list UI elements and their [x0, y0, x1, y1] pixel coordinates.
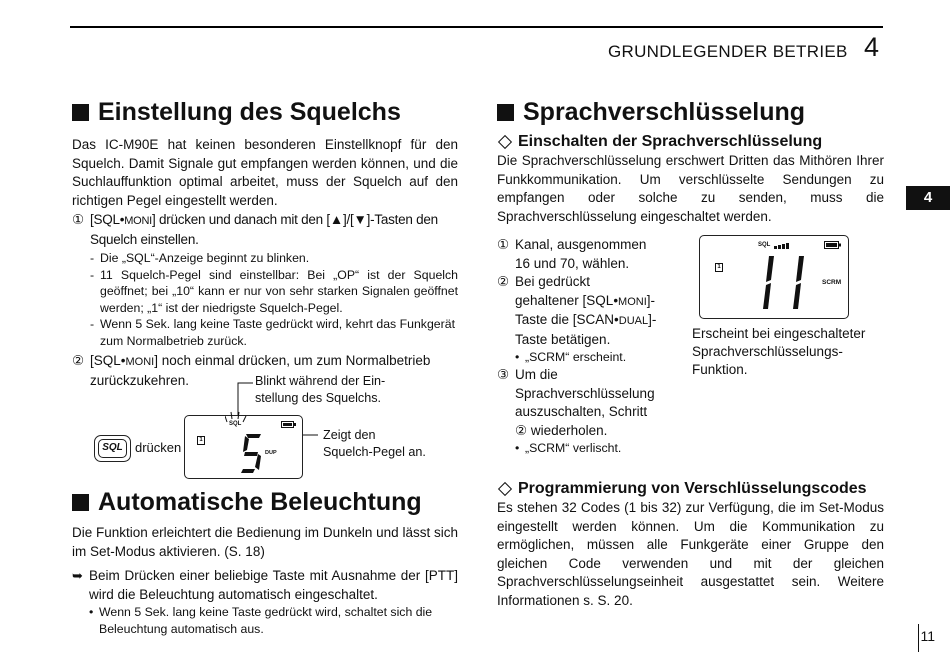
- scrambler-heading: [497, 96, 884, 128]
- lcd-display-squelch: [184, 415, 303, 479]
- step-text-pre: [SQL•: [90, 212, 125, 227]
- scrambler-sub1-heading: [497, 132, 884, 152]
- step-number: ②: [497, 274, 510, 289]
- backlight-arrow-text: Beim Drücken einer beliebige Taste mit Ausnahme der [PTT] wird die Beleuchtung automatisch eingeschaltet.: [89, 568, 458, 602]
- diamond-icon: [498, 135, 512, 149]
- blink-rays-icon: [225, 410, 249, 424]
- lcd-display-scrambler: [699, 235, 849, 319]
- sub-item-text: Die „SQL“-Anzeige beginnt zu blinken.: [100, 251, 310, 265]
- step-number: ①: [72, 212, 85, 227]
- sub-item-text: 11 Squelch-Pegel sind einstellbar: Bei „OP“ ist der Squelch geöffnet; bei „10“ kann er nur von sehr starken Signalen geöffnet werden; „1“ ist der niedrigste Squelch-Pegel.: [100, 267, 458, 315]
- step-number: ③: [497, 367, 510, 382]
- scrambler-bullet-off: • „SCRM“ verlischt.: [515, 441, 622, 455]
- backlight-intro: Die Funktion erleichtert die Bedienung im Dunkeln und lässt sich im Set-Modus aktivieren. (S. 18): [72, 525, 458, 559]
- key-label: DUAL: [618, 315, 649, 327]
- step-text-mid: ]-Taste die [SCAN•: [515, 292, 656, 327]
- scrambler-step-2: [497, 273, 657, 349]
- key-label: MONI: [125, 356, 155, 368]
- lcd-scrm-indicator: SCRM: [822, 279, 842, 286]
- squelch-heading-text: Einstellung des Squelchs: [98, 98, 401, 126]
- scrambler-sub2-text: Es stehen 32 Codes (1 bis 32) zur Verfügung, die im Set-Modus eingestellt werden können. Um die Kommunikation zu ermöglichen, müssen alle Funkgeräte einer Gruppe den gleichen Code verwenden und mit der gleichen Sprachverschlüsselungseinheit ausgestattet sein. Weitere Informationen s. S. 20.: [497, 500, 884, 608]
- press-label: drücken: [135, 440, 182, 455]
- backlight-arrow-item: [72, 567, 458, 604]
- scrambler-sub2-heading: [497, 479, 884, 499]
- step-text-pre: Bei gedrückt gehaltener [SQL•: [515, 274, 619, 308]
- step-number: ①: [497, 237, 510, 252]
- lcd-dup-indicator: DUP: [265, 450, 277, 456]
- step-text-pre: [SQL•: [90, 353, 126, 368]
- annotation-line: Squelch-Pegel an.: [323, 444, 426, 459]
- bullet-text: „SCRM“ erscheint.: [525, 350, 627, 364]
- diamond-icon: [498, 482, 512, 496]
- sub-item-text: Wenn 5 Sek. lang keine Taste gedrückt wird, kehrt das Funkgerät zum Normalbetrieb zurück.: [100, 317, 455, 348]
- signal-bars-icon: [774, 243, 790, 249]
- battery-icon: [824, 241, 842, 250]
- scrambler-bullet-on: • „SCRM“ erscheint.: [515, 350, 627, 364]
- key-label: MONI: [618, 295, 647, 308]
- section-header-title: GRUNDLEGENDER BETRIEB: [608, 42, 848, 61]
- scrambler-sub2-heading-text: Programmierung von Verschlüsselungscodes: [518, 480, 867, 497]
- step-number: ②: [72, 353, 85, 368]
- backlight-heading-text: Automatische Beleuchtung: [98, 488, 422, 516]
- sql-button-illustration: [94, 435, 131, 462]
- sub-item: - 11 Squelch-Pegel sind einstellbar: Bei „OP“ ist der Squelch geöffnet; bei „10“ kann er nur von sehr starken Signalen geöffnet werden; „1“ ist der niedrigste Squelch-Pegel.: [90, 267, 458, 315]
- seven-seg-digit-5: [241, 432, 263, 474]
- sub-item: - Die „SQL“-Anzeige beginnt zu blinken.: [90, 251, 310, 265]
- scrambler-sub1-heading-text: Einschalten der Sprachverschlüsselung: [518, 133, 823, 150]
- lcd-sql-indicator: SQL: [229, 421, 242, 427]
- scrambler-step-3: [497, 366, 657, 440]
- sub-item: - Wenn 5 Sek. lang keine Taste gedrückt wird, kehrt das Funkgerät zum Normalbetrieb zurück.: [90, 316, 458, 349]
- scrambler-figure-caption: Erscheint bei eingeschalteter Sprachverschlüsselungs-Funktion.: [692, 326, 866, 377]
- scrambler-steps: [497, 236, 657, 457]
- step-text: [515, 273, 657, 349]
- sql-button-label: SQL: [98, 439, 127, 458]
- scrambler-heading-text: Sprachverschlüsselung: [523, 98, 806, 126]
- step-text: Kanal, ausgenommen 16 und 70, wählen.: [515, 237, 647, 271]
- battery-icon: [281, 421, 297, 429]
- chapter-tab: 4: [906, 186, 950, 210]
- backlight-section: [72, 486, 458, 638]
- seven-seg-digits-11: [755, 254, 815, 312]
- annotation-line: Blinkt während der Ein-: [255, 374, 386, 388]
- backlight-bullet-text: Wenn 5 Sek. lang keine Taste gedrückt wird, schaltet sich die Beleuchtung automatisch aus.: [99, 605, 433, 636]
- lcd-channel-box: 1: [197, 436, 205, 445]
- backlight-heading: [72, 486, 458, 518]
- arrow-right-icon: ➥: [72, 568, 83, 583]
- step-text-post: ]-Taste betätigen.: [515, 312, 657, 347]
- squelch-intro: Das IC-M90E hat keinen besonderen Einstellknopf für den Squelch. Damit Signale gut empfangen werden können, und die Suchlauffunktion optimal arbeitet, muss der Squelch auf den richtigen Pegel eingestellt werden.: [72, 137, 458, 208]
- page-number-divider: [918, 624, 919, 652]
- annotation-line: stellung des Squelchs.: [255, 390, 382, 405]
- lcd-sql-indicator: SQL: [758, 242, 771, 248]
- key-label: MONI: [124, 215, 152, 227]
- annotation-line: Zeigt den: [323, 428, 376, 442]
- square-bullet-icon: [497, 104, 514, 121]
- bullet-text: „SCRM“ verlischt.: [525, 441, 622, 455]
- lcd-channel-box: 1: [715, 263, 723, 272]
- step-text: Um die Sprachverschlüsselung auszuschalten, Schritt ② wiederholen.: [515, 367, 655, 438]
- square-bullet-icon: [72, 494, 89, 511]
- scrambler-sub1-text: Die Sprachverschlüsselung erschwert Dritten das Mithören Ihrer Funkkommunikation. Um verschlüsselte Sendungen zu empfangen oder solche zu senden, muss die Sprachverschlüsselung eingeschaltet werden.: [497, 153, 884, 224]
- scrambler-step-1: [497, 236, 657, 273]
- backlight-bullet: • Wenn 5 Sek. lang keine Taste gedrückt wird, schaltet sich die Beleuchtung automatisch aus.: [72, 604, 458, 638]
- page-number: 11: [920, 628, 935, 644]
- step-text-post: ] drücken und danach mit den [▲]/[▼]-Tasten den Squelch einstellen.: [90, 212, 438, 247]
- step-text-post: ] noch einmal drücken, um zum Normalbetrieb zurückzukehren.: [90, 353, 431, 388]
- chapter-number: 4: [864, 32, 880, 62]
